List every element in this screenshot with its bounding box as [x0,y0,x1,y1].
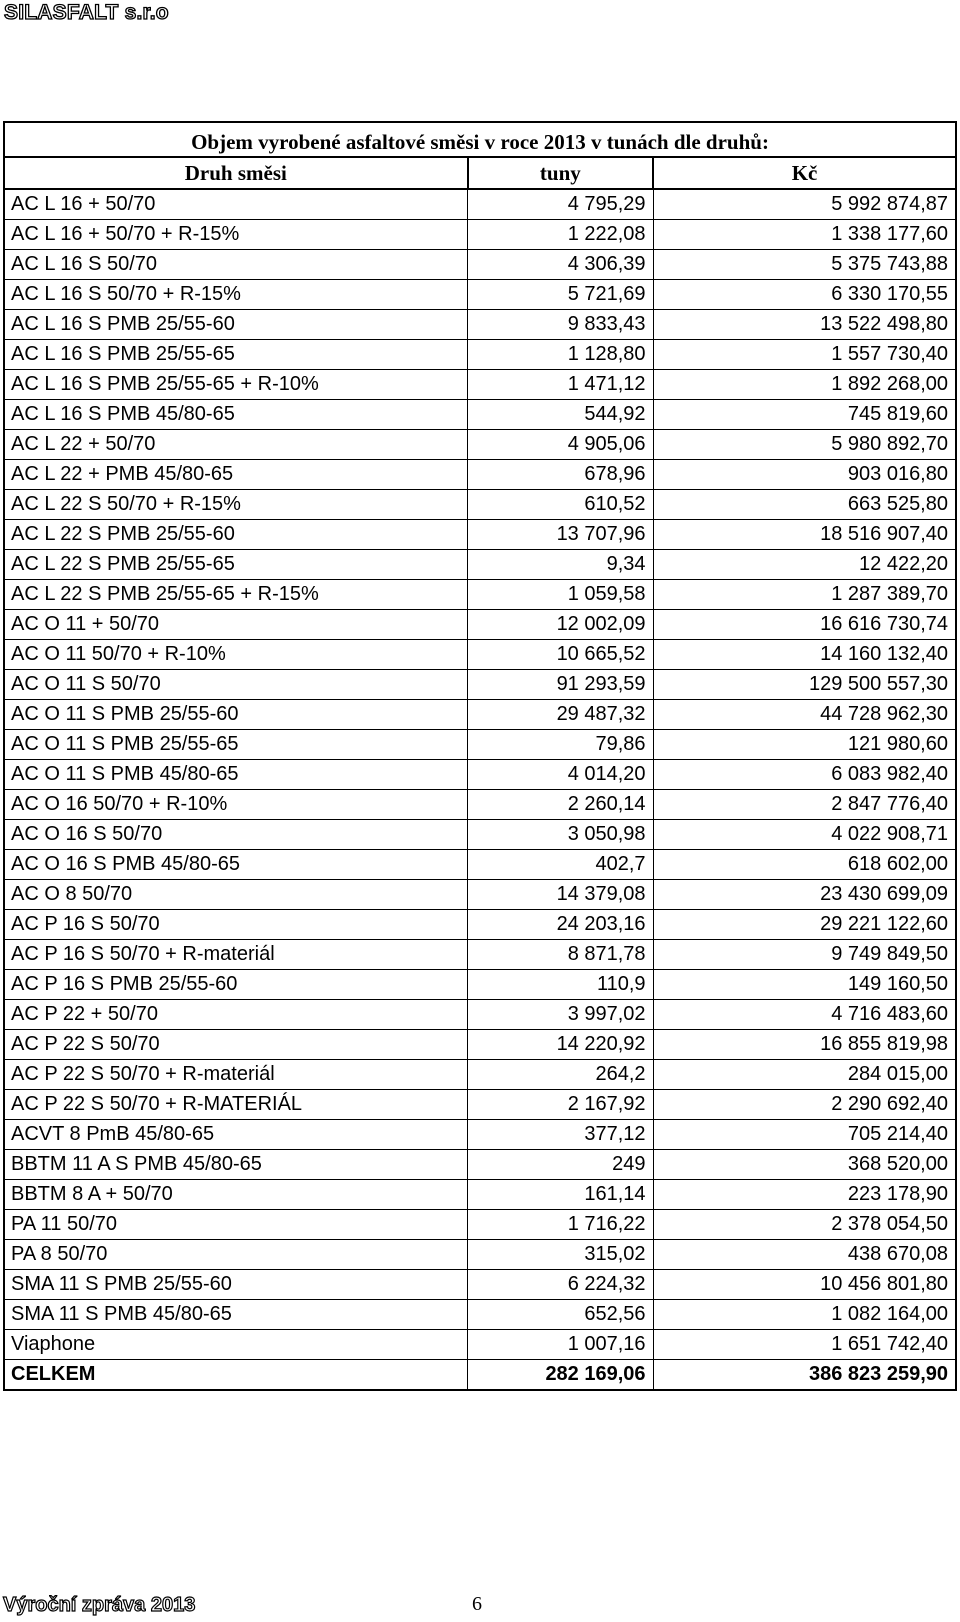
tons-cell: 14 379,08 [468,880,653,910]
czk-cell: 44 728 962,30 [653,700,956,730]
mix-type-cell: AC P 16 S 50/70 [4,910,468,940]
czk-cell: 284 015,00 [653,1060,956,1090]
table-row [4,940,956,970]
table-row [4,640,956,670]
table-row [4,189,956,220]
mix-type-cell: AC L 22 + 50/70 [4,430,468,460]
czk-cell: 223 178,90 [653,1180,956,1210]
mix-type-cell: AC O 16 S PMB 45/80-65 [4,850,468,880]
tons-cell: 1 007,16 [468,1330,653,1360]
total-row [4,1360,956,1391]
mix-type-cell: AC O 16 50/70 + R-10% [4,790,468,820]
mix-type-cell: AC L 16 S PMB 25/55-65 + R-10% [4,370,468,400]
tons-cell: 10 665,52 [468,640,653,670]
table-row [4,1150,956,1180]
czk-cell: 10 456 801,80 [653,1270,956,1300]
czk-cell: 1 082 164,00 [653,1300,956,1330]
tons-cell: 2 167,92 [468,1090,653,1120]
tons-cell: 1 716,22 [468,1210,653,1240]
tons-cell: 2 260,14 [468,790,653,820]
mix-type-cell: CELKEM [4,1360,468,1391]
mix-type-cell: AC L 22 S PMB 25/55-65 + R-15% [4,580,468,610]
mix-type-cell: AC O 11 + 50/70 [4,610,468,640]
table-row [4,1120,956,1150]
mix-type-cell: PA 11 50/70 [4,1210,468,1240]
tons-cell: 24 203,16 [468,910,653,940]
mix-type-cell: AC L 16 S 50/70 + R-15% [4,280,468,310]
czk-cell: 705 214,40 [653,1120,956,1150]
mix-type-cell: AC L 22 S 50/70 + R-15% [4,490,468,520]
table-header-row [4,157,956,189]
czk-cell: 1 338 177,60 [653,220,956,250]
mix-type-cell: BBTM 8 A + 50/70 [4,1180,468,1210]
mix-type-cell: SMA 11 S PMB 25/55-60 [4,1270,468,1300]
mix-type-cell: AC O 8 50/70 [4,880,468,910]
tons-cell: 249 [468,1150,653,1180]
mix-type-cell: AC P 22 S 50/70 + R-MATERIÁL [4,1090,468,1120]
czk-cell: 16 616 730,74 [653,610,956,640]
tons-cell: 652,56 [468,1300,653,1330]
table-row [4,580,956,610]
czk-cell: 438 670,08 [653,1240,956,1270]
tons-cell: 610,52 [468,490,653,520]
company-name: SILASFALT s.r.o [4,1,169,24]
czk-cell: 2 290 692,40 [653,1090,956,1120]
column-header-czk: Kč [653,157,956,189]
mix-type-cell: AC L 22 S PMB 25/55-60 [4,520,468,550]
czk-cell: 29 221 122,60 [653,910,956,940]
table-row [4,880,956,910]
annual-report-label: Výroční zpráva 2013 [3,1594,196,1616]
column-header-mix-type: Druh směsi [4,157,468,189]
mix-type-cell: AC L 16 S PMB 45/80-65 [4,400,468,430]
tons-cell: 4 014,20 [468,760,653,790]
czk-cell: 129 500 557,30 [653,670,956,700]
mix-type-cell: AC P 22 S 50/70 [4,1030,468,1060]
table-row [4,250,956,280]
mix-type-cell: AC L 22 + PMB 45/80-65 [4,460,468,490]
czk-cell: 18 516 907,40 [653,520,956,550]
table-row [4,1060,956,1090]
czk-cell: 6 330 170,55 [653,280,956,310]
czk-cell: 2 847 776,40 [653,790,956,820]
table-row [4,1330,956,1360]
czk-cell: 1 557 730,40 [653,340,956,370]
tons-cell: 4 795,29 [468,189,653,220]
czk-cell: 121 980,60 [653,730,956,760]
table-row [4,1300,956,1330]
table-row [4,1240,956,1270]
table-row [4,1210,956,1240]
mix-type-cell: AC O 11 50/70 + R-10% [4,640,468,670]
table-title-row [4,122,956,157]
page-number: 6 [472,1593,482,1615]
table-row [4,910,956,940]
czk-cell: 9 749 849,50 [653,940,956,970]
mix-type-cell: AC O 11 S 50/70 [4,670,468,700]
czk-cell: 12 422,20 [653,550,956,580]
czk-cell: 1 892 268,00 [653,370,956,400]
tons-cell: 4 905,06 [468,430,653,460]
mix-type-cell: AC P 16 S 50/70 + R-materiál [4,940,468,970]
table-row [4,970,956,1000]
czk-cell: 618 602,00 [653,850,956,880]
mix-type-cell: AC O 16 S 50/70 [4,820,468,850]
czk-cell: 13 522 498,80 [653,310,956,340]
table-row [4,370,956,400]
czk-cell: 16 855 819,98 [653,1030,956,1060]
tons-cell: 161,14 [468,1180,653,1210]
mix-type-cell: AC L 16 + 50/70 [4,189,468,220]
column-header-tons: tuny [468,157,653,189]
tons-cell: 1 222,08 [468,220,653,250]
table-row [4,730,956,760]
czk-cell: 5 980 892,70 [653,430,956,460]
tons-cell: 29 487,32 [468,700,653,730]
czk-cell: 745 819,60 [653,400,956,430]
mix-type-cell: AC O 11 S PMB 25/55-60 [4,700,468,730]
tons-cell: 544,92 [468,400,653,430]
tons-cell: 4 306,39 [468,250,653,280]
czk-cell: 5 375 743,88 [653,250,956,280]
tons-cell: 9 833,43 [468,310,653,340]
tons-cell: 14 220,92 [468,1030,653,1060]
czk-cell: 368 520,00 [653,1150,956,1180]
tons-cell: 402,7 [468,850,653,880]
mix-type-cell: AC P 22 + 50/70 [4,1000,468,1030]
czk-cell: 14 160 132,40 [653,640,956,670]
table-row [4,1030,956,1060]
table-row [4,850,956,880]
tons-cell: 315,02 [468,1240,653,1270]
mix-type-cell: AC O 11 S PMB 45/80-65 [4,760,468,790]
table-row [4,670,956,700]
tons-cell: 1 471,12 [468,370,653,400]
mix-type-cell: Viaphone [4,1330,468,1360]
tons-cell: 8 871,78 [468,940,653,970]
czk-cell: 2 378 054,50 [653,1210,956,1240]
tons-cell: 110,9 [468,970,653,1000]
czk-cell: 5 992 874,87 [653,189,956,220]
table-row [4,760,956,790]
table-title: Objem vyrobené asfaltové směsi v roce 2013 v tunách dle druhů: [4,122,956,157]
czk-cell: 1 287 389,70 [653,580,956,610]
czk-cell: 663 525,80 [653,490,956,520]
mix-type-cell: AC L 16 S PMB 25/55-65 [4,340,468,370]
mix-type-cell: AC P 22 S 50/70 + R-materiál [4,1060,468,1090]
mix-type-cell: BBTM 11 A S PMB 45/80-65 [4,1150,468,1180]
czk-cell: 386 823 259,90 [653,1360,956,1391]
mix-type-cell: AC L 16 S 50/70 [4,250,468,280]
table-row [4,460,956,490]
tons-cell: 282 169,06 [468,1360,653,1391]
table-row [4,490,956,520]
table-row [4,520,956,550]
tons-cell: 264,2 [468,1060,653,1090]
czk-cell: 6 083 982,40 [653,760,956,790]
table-row [4,220,956,250]
table-row [4,1270,956,1300]
tons-cell: 3 050,98 [468,820,653,850]
table-row [4,550,956,580]
mix-type-cell: AC L 16 S PMB 25/55-60 [4,310,468,340]
mix-type-cell: AC O 11 S PMB 25/55-65 [4,730,468,760]
table-row [4,430,956,460]
mix-type-cell: AC P 16 S PMB 25/55-60 [4,970,468,1000]
tons-cell: 3 997,02 [468,1000,653,1030]
table-row [4,820,956,850]
mix-type-cell: AC L 22 S PMB 25/55-65 [4,550,468,580]
production-table [3,121,957,1391]
table-row [4,790,956,820]
tons-cell: 6 224,32 [468,1270,653,1300]
tons-cell: 13 707,96 [468,520,653,550]
tons-cell: 377,12 [468,1120,653,1150]
mix-type-cell: SMA 11 S PMB 45/80-65 [4,1300,468,1330]
tons-cell: 1 128,80 [468,340,653,370]
tons-cell: 12 002,09 [468,610,653,640]
tons-cell: 79,86 [468,730,653,760]
czk-cell: 903 016,80 [653,460,956,490]
mix-type-cell: ACVT 8 PmB 45/80-65 [4,1120,468,1150]
tons-cell: 1 059,58 [468,580,653,610]
table-row [4,340,956,370]
tons-cell: 5 721,69 [468,280,653,310]
table-row [4,400,956,430]
table-row [4,1090,956,1120]
table-row [4,610,956,640]
table-row [4,700,956,730]
table-row [4,1000,956,1030]
tons-cell: 678,96 [468,460,653,490]
mix-type-cell: AC L 16 + 50/70 + R-15% [4,220,468,250]
czk-cell: 4 022 908,71 [653,820,956,850]
czk-cell: 23 430 699,09 [653,880,956,910]
table-row [4,1180,956,1210]
table-row [4,310,956,340]
czk-cell: 4 716 483,60 [653,1000,956,1030]
tons-cell: 9,34 [468,550,653,580]
mix-type-cell: PA 8 50/70 [4,1240,468,1270]
table-row [4,280,956,310]
tons-cell: 91 293,59 [468,670,653,700]
czk-cell: 149 160,50 [653,970,956,1000]
czk-cell: 1 651 742,40 [653,1330,956,1360]
